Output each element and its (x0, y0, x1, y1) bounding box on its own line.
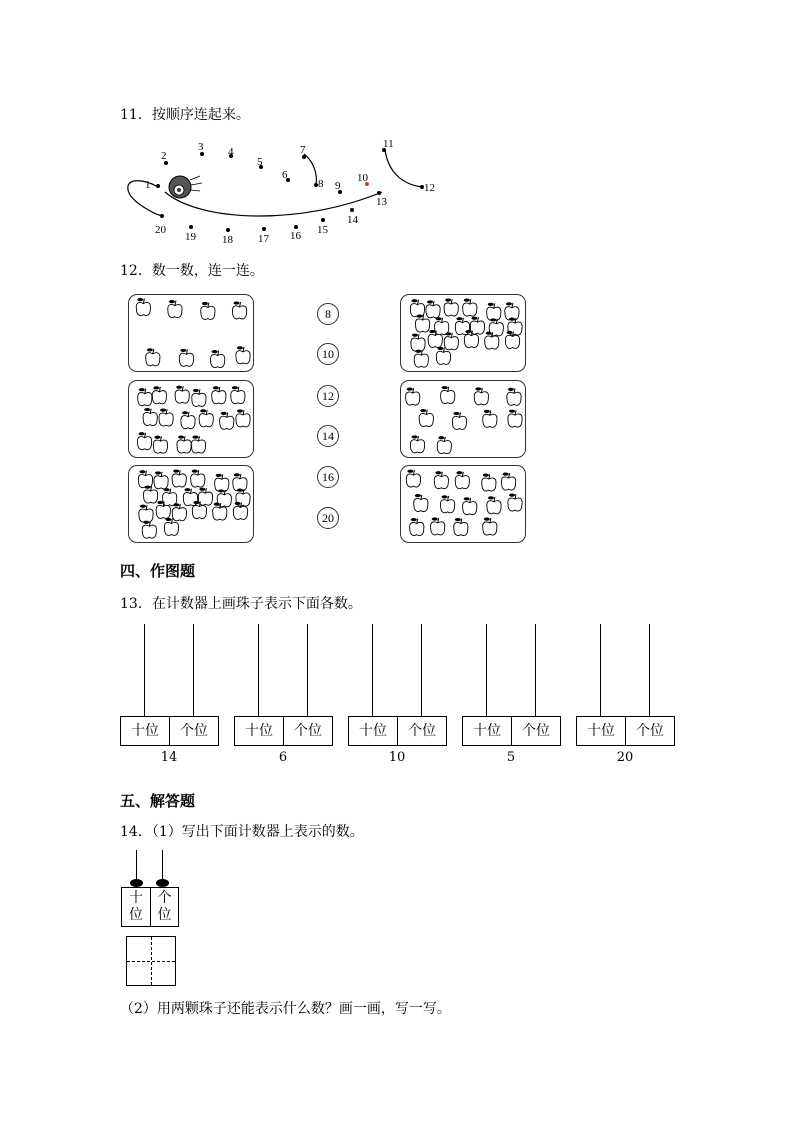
ones-label: 个位 (511, 717, 560, 745)
fish-fin-top (304, 154, 316, 185)
tens-label: 十位 (131, 723, 159, 739)
apple-icon (175, 386, 189, 404)
fish-eye-icon (169, 176, 202, 198)
apple-icon (410, 518, 424, 536)
abacus-6[interactable] (234, 624, 332, 774)
apple-icon (212, 386, 226, 404)
q12-title: 12．数一数，连一连。 (120, 263, 264, 279)
apple-icon (215, 474, 229, 492)
apples-right-1 (401, 295, 525, 371)
apple-icon (233, 473, 247, 491)
dot-label-6: 6 (282, 169, 288, 181)
dot-16 (294, 225, 298, 229)
apple-icon (508, 410, 522, 428)
apple-icon (163, 488, 177, 506)
apples-left-3 (129, 466, 253, 542)
right-box-3[interactable] (400, 465, 526, 543)
dot-1 (156, 184, 160, 188)
apple-icon (153, 436, 167, 454)
fish-fin-right (385, 150, 422, 187)
apple-icon (483, 517, 497, 535)
apple-icon (434, 471, 448, 489)
abacus-number: 10 (388, 750, 406, 765)
tens-bead (130, 879, 143, 887)
ones-bead (156, 879, 169, 887)
number-circle-10[interactable]: 10 (317, 343, 339, 365)
apple-icon (191, 470, 205, 488)
apple-icon (410, 435, 424, 453)
dot-13 (377, 191, 381, 195)
tens-label: 十位 (473, 723, 501, 739)
apple-icon (179, 349, 193, 367)
apple-icon (236, 409, 250, 427)
apple-icon (507, 388, 521, 406)
abacus-base (348, 716, 447, 746)
apple-icon (199, 409, 213, 427)
ones-label: 个位 (283, 717, 332, 745)
left-box-1[interactable] (128, 294, 254, 372)
section-4-title: 四、作图题 (120, 562, 196, 580)
apple-icon (410, 299, 424, 317)
apple-icon (508, 494, 522, 512)
dot-19 (189, 225, 193, 229)
apple-icon (463, 299, 477, 317)
right-box-1[interactable] (400, 294, 526, 372)
dot-label-14: 14 (347, 214, 358, 226)
apple-icon (146, 348, 160, 366)
apple-icon (441, 386, 455, 404)
abacus-20[interactable] (576, 624, 674, 774)
apple-icon (414, 494, 428, 512)
apple-icon (431, 517, 445, 535)
apple-icon (142, 521, 156, 539)
dot-label-17: 17 (258, 233, 269, 245)
apple-icon (487, 496, 501, 514)
q14-part2: （2）用两颗珠子还能表示什么数？画一画，写一写。 (120, 1001, 451, 1017)
apple-icon (236, 346, 250, 364)
apple-icon (172, 469, 186, 487)
section-5-title: 五、解答题 (120, 792, 196, 810)
left-box-3[interactable] (128, 465, 254, 543)
dot-label-20: 20 (155, 224, 166, 236)
apple-icon (406, 388, 420, 406)
dot-label-13: 13 (376, 196, 387, 208)
dot-label-2: 2 (161, 150, 167, 162)
dot-label-19: 19 (185, 231, 196, 243)
dot-14 (350, 208, 354, 212)
abacus-number: 5 (506, 750, 516, 765)
dot-label-10: 10 (357, 172, 368, 184)
apple-icon (181, 411, 195, 429)
apple-icon (137, 432, 151, 450)
dot-label-7: 7 (300, 144, 306, 156)
abacus-with-beads (121, 850, 181, 930)
dot-label-8: 8 (318, 178, 324, 190)
number-circle-20[interactable]: 20 (317, 507, 339, 529)
dot-18 (226, 228, 230, 232)
fish-body-lower (165, 192, 382, 216)
ones-rod[interactable] (649, 624, 650, 716)
dot-label-1: 1 (145, 179, 151, 191)
dot-label-12: 12 (424, 182, 435, 194)
tens-label: 十位 (587, 723, 615, 739)
abacus-5[interactable] (462, 624, 560, 774)
dot-label-16: 16 (290, 230, 301, 242)
ones-label: 个位 (625, 717, 674, 745)
right-box-2[interactable] (400, 380, 526, 458)
tens-rod[interactable] (372, 624, 373, 716)
apple-icon (172, 503, 186, 521)
q11-title: 11．按顺序连起来。 (120, 107, 250, 123)
tens-label: 十位 (245, 723, 273, 739)
answer-box[interactable] (126, 936, 176, 986)
apple-icon (139, 505, 153, 523)
apple-icon (154, 471, 168, 489)
apple-icon (152, 386, 166, 404)
apple-icon (168, 300, 182, 318)
dot-label-11: 11 (383, 138, 394, 150)
tens-rod[interactable] (258, 624, 259, 716)
apple-icon (201, 302, 215, 320)
apple-icon (419, 409, 433, 427)
dot-label-9: 9 (335, 180, 341, 192)
apple-icon (444, 332, 458, 350)
apple-icon (474, 387, 488, 405)
dot-20 (160, 214, 164, 218)
apple-icon (406, 470, 420, 488)
dot-label-3: 3 (198, 141, 204, 153)
abacus-base (120, 716, 219, 746)
abacus-14[interactable] (120, 624, 218, 774)
q13-title: 13．在计数器上画珠子表示下面各数。 (120, 596, 362, 612)
apple-icon (177, 435, 191, 453)
apple-icon (411, 334, 425, 352)
tens-rod[interactable] (486, 624, 487, 716)
apple-icon (463, 497, 477, 515)
ones-label: 个 位 (150, 888, 178, 926)
dot-17 (262, 227, 266, 231)
apple-icon (455, 471, 469, 489)
apple-icon (487, 303, 501, 321)
number-circle-14[interactable]: 14 (317, 425, 339, 447)
apple-icon (159, 409, 173, 427)
apple-icon (192, 389, 206, 407)
ones-label: 个位 (169, 717, 218, 745)
abacus-10[interactable] (348, 624, 446, 774)
apple-icon (454, 518, 468, 536)
q14-part1: 14．（1）写出下面计数器上表示的数。 (120, 824, 364, 840)
tens-label: 十 位 (129, 890, 143, 923)
ones-label: 个位 (397, 717, 446, 745)
ones-rod[interactable] (307, 624, 308, 716)
dot-to-dot-figure (0, 0, 794, 260)
left-box-2[interactable] (128, 380, 254, 458)
apples-left-1 (129, 295, 253, 371)
tens-label: 十位 (359, 723, 387, 739)
apple-icon (444, 298, 458, 316)
apples-right-3 (401, 466, 525, 542)
ones-rod[interactable] (421, 624, 422, 716)
apple-icon (426, 300, 440, 318)
apple-icon (138, 470, 152, 488)
abacus-base (462, 716, 561, 746)
number-circle-8[interactable]: 8 (317, 303, 339, 325)
number-circle-16[interactable]: 16 (317, 466, 339, 488)
apple-icon (440, 495, 454, 513)
abacus-number: 14 (160, 750, 178, 765)
apple-icon (435, 317, 449, 335)
dot-label-15: 15 (317, 224, 328, 236)
apple-icon (191, 436, 205, 454)
apple-icon (220, 412, 234, 430)
dot-label-18: 18 (222, 234, 233, 246)
apple-icon (414, 350, 428, 368)
ones-rod[interactable] (535, 624, 536, 716)
number-circle-12[interactable]: 12 (317, 385, 339, 407)
abacus-number: 20 (616, 750, 634, 765)
apple-icon (501, 472, 515, 490)
apple-icon (231, 386, 245, 404)
apple-icon (482, 474, 496, 492)
apple-icon (505, 302, 519, 320)
apple-icon (483, 410, 497, 428)
abacus-base (576, 716, 675, 746)
apple-icon (437, 436, 451, 454)
dot-15 (321, 218, 325, 222)
abacus-base (121, 887, 179, 927)
apples-right-2 (401, 381, 525, 457)
apples-left-2 (129, 381, 253, 457)
ones-rod[interactable] (193, 624, 194, 716)
tens-rod[interactable] (600, 624, 601, 716)
answer-box-hguide (127, 961, 175, 962)
abacus-number: 6 (278, 750, 288, 765)
apple-icon (143, 408, 157, 426)
apple-icon (452, 412, 466, 430)
apple-icon (232, 301, 246, 319)
apple-icon (136, 298, 150, 316)
dot-label-4: 4 (228, 146, 234, 158)
abacus-base (234, 716, 333, 746)
dot-label-5: 5 (257, 156, 263, 168)
apple-icon (138, 388, 152, 406)
tens-rod[interactable] (144, 624, 145, 716)
apple-icon (211, 350, 225, 368)
